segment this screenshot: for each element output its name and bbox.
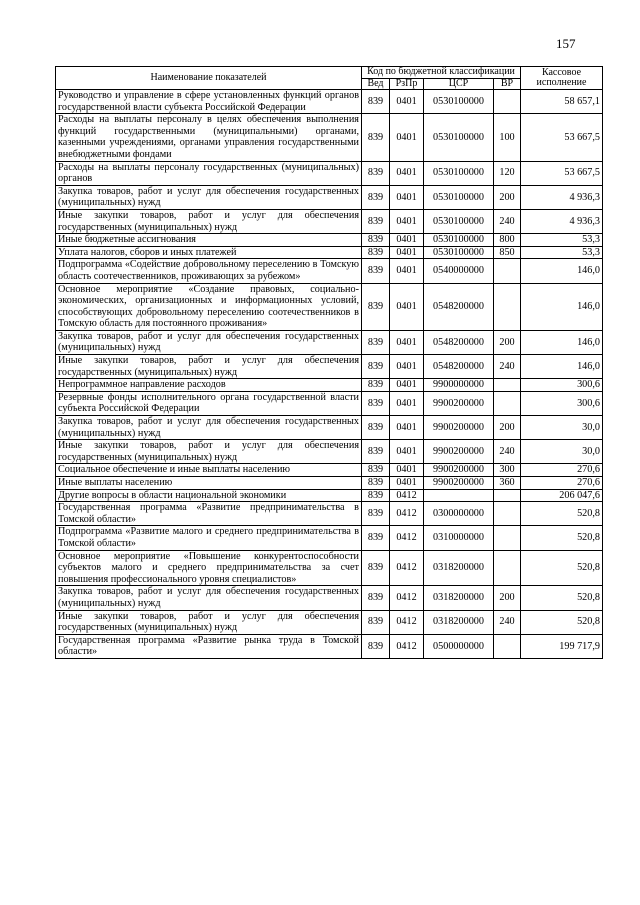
row-vr <box>494 379 521 392</box>
row-amount: 30,0 <box>521 440 603 464</box>
row-csr: 9900200000 <box>424 440 494 464</box>
row-ved: 839 <box>362 379 390 392</box>
row-rzpr: 0412 <box>390 550 424 586</box>
table-row <box>56 440 603 464</box>
table-row <box>56 330 603 354</box>
row-rzpr: 0401 <box>390 185 424 209</box>
row-csr: 0530100000 <box>424 161 494 185</box>
row-ved: 839 <box>362 526 390 550</box>
row-ved: 839 <box>362 550 390 586</box>
row-vr <box>494 283 521 330</box>
row-name: Основное мероприятие «Создание правовых, социально-экономических, организационных и информационных условий, способствующих добровольному переселению соотечественников в Томскую область для постоянного проживания» <box>56 283 362 330</box>
row-csr: 0540000000 <box>424 259 494 283</box>
row-rzpr: 0412 <box>390 610 424 634</box>
header-vr: ВР <box>494 78 521 90</box>
row-amount: 300,6 <box>521 379 603 392</box>
row-ved: 839 <box>362 114 390 161</box>
row-vr <box>494 90 521 114</box>
row-vr: 240 <box>494 440 521 464</box>
row-amount: 146,0 <box>521 330 603 354</box>
row-csr: 0300000000 <box>424 502 494 526</box>
row-name: Закупка товаров, работ и услуг для обеспечения государственных (муниципальных) нужд <box>56 185 362 209</box>
row-csr: 9900200000 <box>424 391 494 415</box>
row-vr <box>494 489 521 502</box>
row-name: Подпрограмма «Развитие малого и среднего предпринимательства в Томской области» <box>56 526 362 550</box>
header-ved: Вед <box>362 78 390 90</box>
row-rzpr: 0401 <box>390 477 424 490</box>
row-amount: 53,3 <box>521 246 603 259</box>
row-name: Социальное обеспечение и иные выплаты населению <box>56 464 362 477</box>
row-amount: 146,0 <box>521 283 603 330</box>
row-rzpr: 0401 <box>390 330 424 354</box>
row-csr: 0530100000 <box>424 234 494 247</box>
row-vr: 240 <box>494 610 521 634</box>
row-amount: 270,6 <box>521 477 603 490</box>
row-rzpr: 0412 <box>390 502 424 526</box>
table-row <box>56 477 603 490</box>
row-rzpr: 0401 <box>390 355 424 379</box>
table-row <box>56 489 603 502</box>
row-ved: 839 <box>362 634 390 658</box>
row-amount: 520,8 <box>521 586 603 610</box>
row-ved: 839 <box>362 355 390 379</box>
row-amount: 58 657,1 <box>521 90 603 114</box>
row-csr: 9900200000 <box>424 477 494 490</box>
table-row <box>56 586 603 610</box>
row-name: Иные закупки товаров, работ и услуг для обеспечения государственных (муниципальных) нужд <box>56 209 362 233</box>
row-name: Иные выплаты населению <box>56 477 362 490</box>
row-csr: 0318200000 <box>424 550 494 586</box>
row-ved: 839 <box>362 391 390 415</box>
row-amount: 199 717,9 <box>521 634 603 658</box>
row-name: Расходы на выплаты персоналу в целях обеспечения выполнения функций государственными (муниципальными) органами, казенными учреждениями, органами управления государственными внебюджетными фондами <box>56 114 362 161</box>
row-name: Иные закупки товаров, работ и услуг для обеспечения государственных (муниципальных) нужд <box>56 610 362 634</box>
row-amount: 206 047,6 <box>521 489 603 502</box>
row-csr: 9900200000 <box>424 416 494 440</box>
header-code-group: Код по бюджетной классификации <box>362 67 521 79</box>
page-number: 157 <box>556 36 576 51</box>
row-csr: 0530100000 <box>424 90 494 114</box>
table-row <box>56 550 603 586</box>
row-ved: 839 <box>362 234 390 247</box>
row-name: Закупка товаров, работ и услуг для обеспечения государственных (муниципальных) нужд <box>56 416 362 440</box>
table-row <box>56 114 603 161</box>
row-rzpr: 0412 <box>390 634 424 658</box>
row-csr: 0530100000 <box>424 114 494 161</box>
row-ved: 839 <box>362 416 390 440</box>
row-rzpr: 0401 <box>390 246 424 259</box>
row-amount: 4 936,3 <box>521 209 603 233</box>
table-row <box>56 209 603 233</box>
table-row <box>56 416 603 440</box>
row-amount: 53 667,5 <box>521 161 603 185</box>
row-ved: 839 <box>362 185 390 209</box>
row-name: Государственная программа «Развитие предпринимательства в Томской области» <box>56 502 362 526</box>
row-vr: 240 <box>494 209 521 233</box>
row-vr <box>494 391 521 415</box>
row-vr: 200 <box>494 416 521 440</box>
row-vr: 200 <box>494 185 521 209</box>
row-vr: 240 <box>494 355 521 379</box>
row-amount: 520,8 <box>521 526 603 550</box>
row-vr: 200 <box>494 330 521 354</box>
row-rzpr: 0401 <box>390 283 424 330</box>
table-row <box>56 246 603 259</box>
row-csr: 0548200000 <box>424 283 494 330</box>
row-ved: 839 <box>362 161 390 185</box>
row-rzpr: 0401 <box>390 259 424 283</box>
row-name: Закупка товаров, работ и услуг для обеспечения государственных (муниципальных) нужд <box>56 330 362 354</box>
row-vr: 120 <box>494 161 521 185</box>
row-name: Уплата налогов, сборов и иных платежей <box>56 246 362 259</box>
row-ved: 839 <box>362 586 390 610</box>
row-csr: 0310000000 <box>424 526 494 550</box>
row-name: Непрограммное направление расходов <box>56 379 362 392</box>
row-name: Другие вопросы в области национальной экономики <box>56 489 362 502</box>
row-csr: 0318200000 <box>424 586 494 610</box>
row-rzpr: 0401 <box>390 416 424 440</box>
row-name: Расходы на выплаты персоналу государственных (муниципальных) органов <box>56 161 362 185</box>
table-row <box>56 391 603 415</box>
table-body <box>56 90 603 659</box>
row-vr: 100 <box>494 114 521 161</box>
row-amount: 4 936,3 <box>521 185 603 209</box>
header-amount: Кассовое исполнение <box>521 67 603 90</box>
table-row <box>56 234 603 247</box>
row-rzpr: 0401 <box>390 379 424 392</box>
table-row <box>56 259 603 283</box>
row-vr: 800 <box>494 234 521 247</box>
row-csr: 0530100000 <box>424 246 494 259</box>
row-vr: 850 <box>494 246 521 259</box>
row-name: Иные закупки товаров, работ и услуг для обеспечения государственных (муниципальных) нужд <box>56 355 362 379</box>
row-vr <box>494 526 521 550</box>
row-rzpr: 0401 <box>390 391 424 415</box>
row-ved: 839 <box>362 464 390 477</box>
row-amount: 53,3 <box>521 234 603 247</box>
budget-table <box>55 66 603 659</box>
row-amount: 300,6 <box>521 391 603 415</box>
row-ved: 839 <box>362 90 390 114</box>
row-amount: 520,8 <box>521 610 603 634</box>
row-amount: 146,0 <box>521 259 603 283</box>
row-amount: 146,0 <box>521 355 603 379</box>
row-vr <box>494 634 521 658</box>
row-vr <box>494 550 521 586</box>
header-rzpr: РзПр <box>390 78 424 90</box>
row-name: Государственная программа «Развитие рынка труда в Томской области» <box>56 634 362 658</box>
row-name: Закупка товаров, работ и услуг для обеспечения государственных (муниципальных) нужд <box>56 586 362 610</box>
table-row <box>56 185 603 209</box>
row-ved: 839 <box>362 283 390 330</box>
row-vr: 200 <box>494 586 521 610</box>
row-vr: 300 <box>494 464 521 477</box>
row-name: Основное мероприятие «Повышение конкурентоспособности субъектов малого и среднего предпринимательства за счет повышения профессионального уровня специалистов» <box>56 550 362 586</box>
header-name: Наименование показателей <box>56 67 362 90</box>
row-vr <box>494 502 521 526</box>
table-row <box>56 90 603 114</box>
row-amount: 53 667,5 <box>521 114 603 161</box>
table-row <box>56 283 603 330</box>
table-row <box>56 634 603 658</box>
table-header <box>56 67 603 90</box>
row-ved: 839 <box>362 610 390 634</box>
row-ved: 839 <box>362 330 390 354</box>
row-rzpr: 0401 <box>390 209 424 233</box>
row-rzpr: 0412 <box>390 526 424 550</box>
row-ved: 839 <box>362 477 390 490</box>
row-csr: 9900200000 <box>424 464 494 477</box>
row-ved: 839 <box>362 440 390 464</box>
row-csr: 0530100000 <box>424 209 494 233</box>
table-row <box>56 526 603 550</box>
row-rzpr: 0401 <box>390 114 424 161</box>
row-vr <box>494 259 521 283</box>
table-row <box>56 610 603 634</box>
table-row <box>56 379 603 392</box>
row-rzpr: 0401 <box>390 234 424 247</box>
row-ved: 839 <box>362 502 390 526</box>
header-csr: ЦСР <box>424 78 494 90</box>
row-csr <box>424 489 494 502</box>
row-ved: 839 <box>362 209 390 233</box>
row-rzpr: 0401 <box>390 440 424 464</box>
table-row <box>56 161 603 185</box>
row-csr: 0548200000 <box>424 330 494 354</box>
row-amount: 520,8 <box>521 502 603 526</box>
row-ved: 839 <box>362 259 390 283</box>
row-name: Иные бюджетные ассигнования <box>56 234 362 247</box>
row-rzpr: 0401 <box>390 464 424 477</box>
row-csr: 0318200000 <box>424 610 494 634</box>
row-csr: 0530100000 <box>424 185 494 209</box>
row-amount: 520,8 <box>521 550 603 586</box>
table-row <box>56 464 603 477</box>
row-csr: 0548200000 <box>424 355 494 379</box>
row-name: Резервные фонды исполнительного органа государственной власти субъекта Российской Федерации <box>56 391 362 415</box>
row-ved: 839 <box>362 246 390 259</box>
row-name: Иные закупки товаров, работ и услуг для обеспечения государственных (муниципальных) нужд <box>56 440 362 464</box>
row-rzpr: 0412 <box>390 586 424 610</box>
row-amount: 30,0 <box>521 416 603 440</box>
row-rzpr: 0401 <box>390 90 424 114</box>
row-amount: 270,6 <box>521 464 603 477</box>
row-rzpr: 0401 <box>390 161 424 185</box>
row-name: Подпрограмма «Содействие добровольному переселению в Томскую область соотечественников, проживающих за рубежом» <box>56 259 362 283</box>
table-row <box>56 355 603 379</box>
table-row <box>56 502 603 526</box>
row-rzpr: 0412 <box>390 489 424 502</box>
row-csr: 9900000000 <box>424 379 494 392</box>
row-ved: 839 <box>362 489 390 502</box>
row-name: Руководство и управление в сфере установленных функций органов государственной власти субъекта Российской Федерации <box>56 90 362 114</box>
row-csr: 0500000000 <box>424 634 494 658</box>
row-vr: 360 <box>494 477 521 490</box>
